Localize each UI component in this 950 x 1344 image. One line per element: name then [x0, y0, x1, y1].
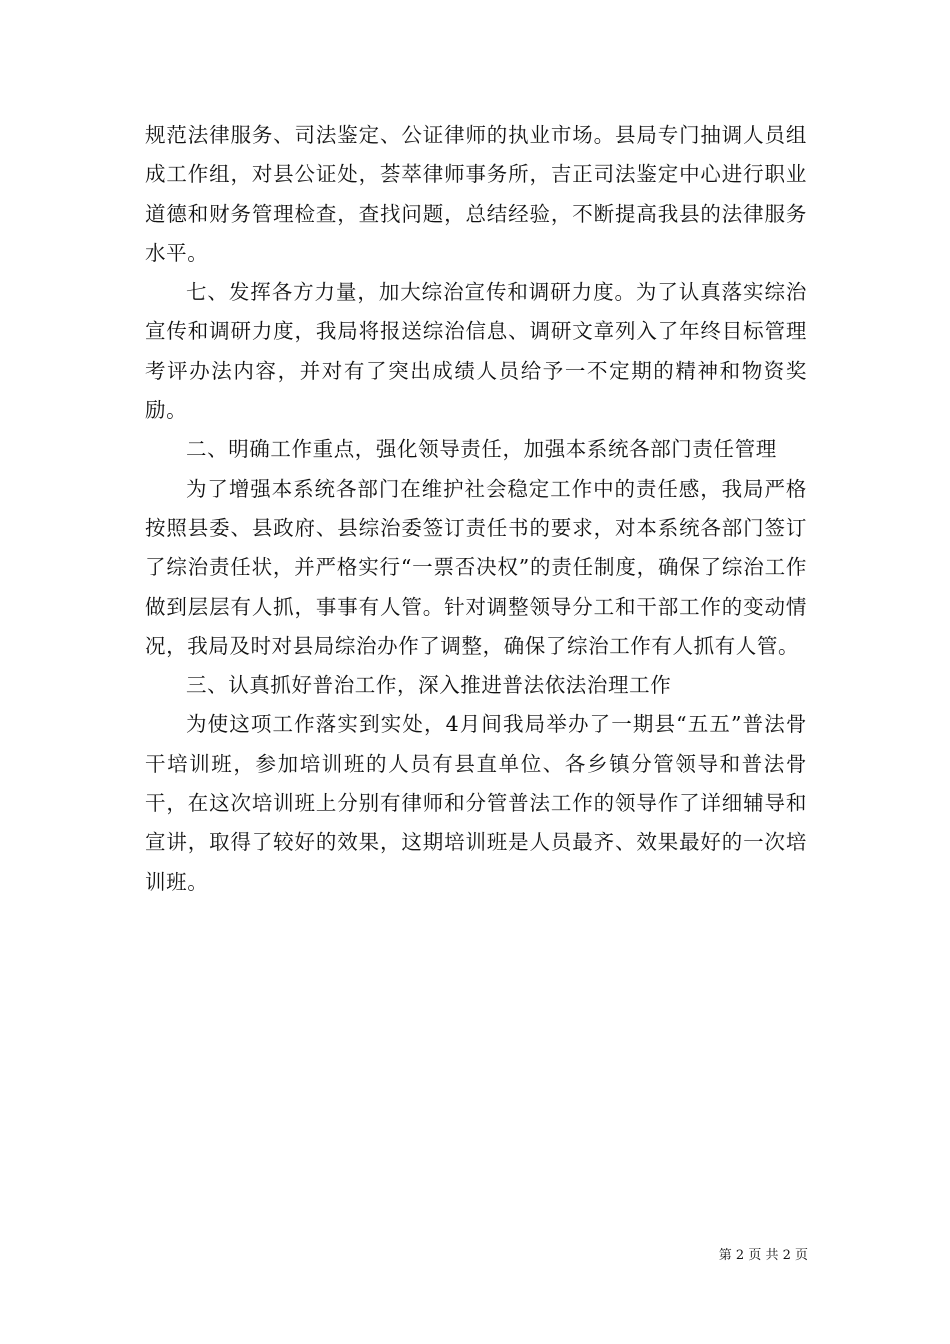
section-heading-two: 二、明确工作重点，强化领导责任，加强本系统各部门责任管理	[186, 437, 777, 462]
document-body	[145, 116, 807, 902]
paragraph-continuation: 规范法律服务、司法鉴定、公证律师的执业市场。县局专门抽调人员组成工作组，对县公证处，荟萃律师事务所，吉正司法鉴定中心进行职业道德和财务管理检查，查找问题，总结经验，不断提高我县的法律服务水平。	[145, 123, 807, 265]
page-number: 第 2 页 共 2 页	[718, 1248, 808, 1263]
paragraph-responsibility: 为了增强本系统各部门在维护社会稳定工作中的责任感，我局严格按照县委、县政府、县综治委签订责任书的要求，对本系统各部门签订了综治责任状，并严格实行“一票否决权”的责任制度，确保了综治工作做到层层有人抓，事事有人管。针对调整领导分工和干部工作的变动情况，我局及时对县局综治办作了调整，确保了综治工作有人抓有人管。	[145, 476, 807, 658]
section-heading-three: 三、认真抓好普治工作，深入推进普法依法治理工作	[186, 673, 672, 698]
paragraph-section-seven: 七、发挥各方力量，加大综治宣传和调研力度。为了认真落实综治宣传和调研力度，我局将报送综治信息、调研文章列入了年终目标管理考评办法内容，并对有了突出成绩人员给予一不定期的精神和物资奖励。	[145, 280, 807, 423]
paragraph-training: 为使这项工作落实到实处，4月间我局举办了一期县“五五”普法骨干培训班，参加培训班的人员有县直单位、各乡镇分管领导和普法骨干，在这次培训班上分别有律师和分管普法工作的领导作了详细辅导和宣讲，取得了较好的效果，这期培训班是人员最齐、效果最好的一次培训班。	[145, 712, 807, 894]
